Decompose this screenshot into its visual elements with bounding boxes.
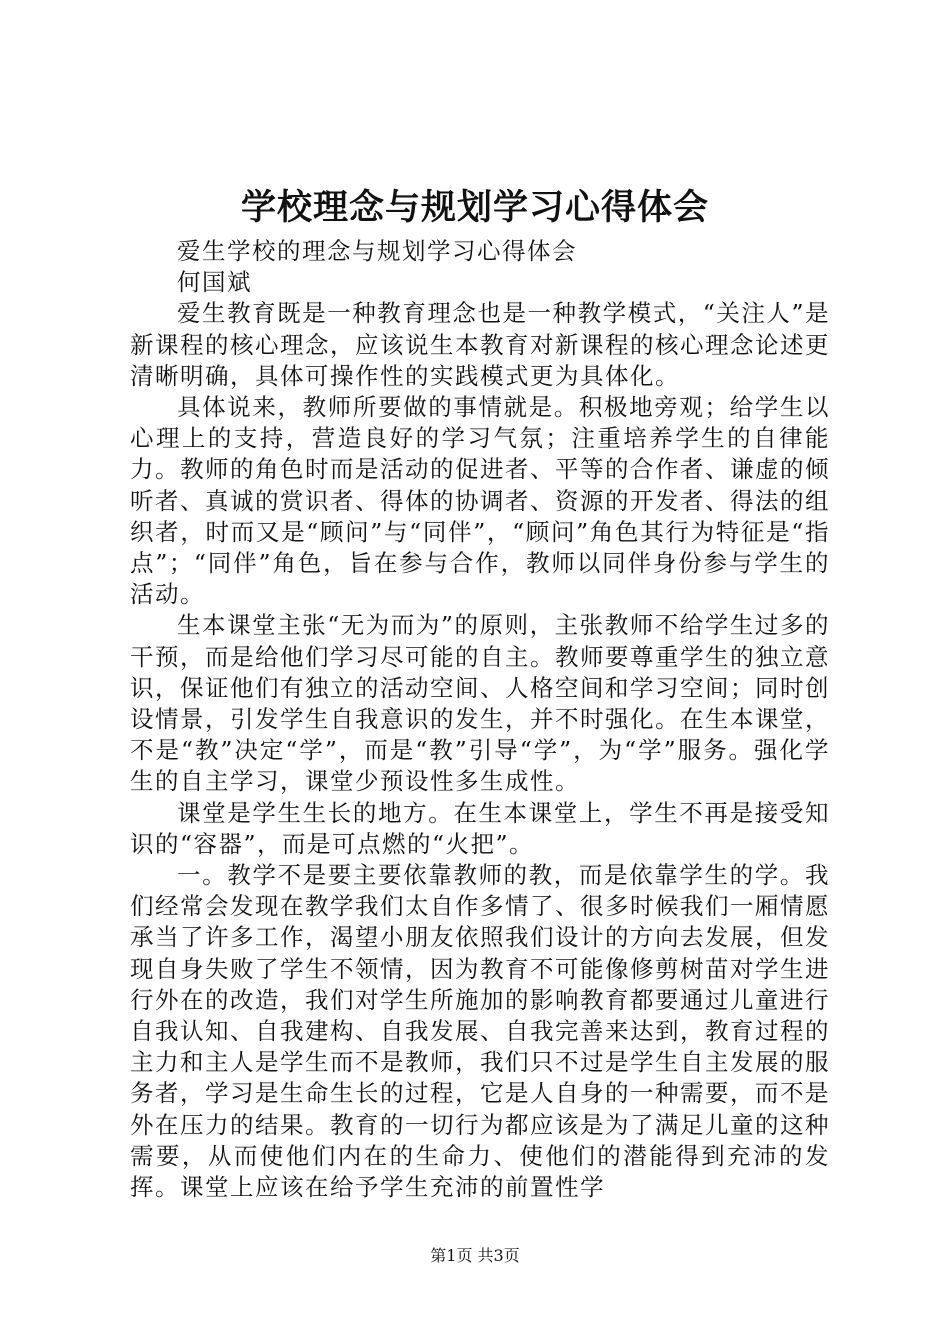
body-paragraph: 具体说来，教师所要做的事情就是。积极地旁观；给学生以心理上的支持，营造良好的学习气氛；注重培养学生的自律能力。教师的角色时而是活动的促进者、平等的合作者、谦虚的倾听者、真诚的赏识者、得体的协调者、资源的开发者、得法的组织者，时而又是“顾问”与“同伴”，“顾问”角色其行为特征是“指点”；“同伴”角色，旨在参与合作，教师以同伴身份参与学生的活动。 [130, 393, 830, 609]
body-paragraph: 一。教学不是要主要依靠教师的教，而是依靠学生的学。我们经常会发现在教学我们太自作多情了、很多时候我们一厢情愿承当了许多工作，渴望小朋友依照我们设计的方向去发展，但发现自身失败了学生不领情，因为教育不可能像修剪树苗对学生进行外在的改造，我们对学生所施加的影响教育都要通过儿童进行自我认知、自我建构、自我发展、自我完善来达到，教育过程的主力和主人是学生而不是教师，我们只不过是学生自主发展的服务者，学习是生命生长的过程，它是人自身的一种需要，而不是外在压力的结果。教育的一切行为都应该是为了满足儿童的这种需要，从而使他们内在的生命力、使他们的潜能得到充沛的发挥。课堂上应该在给予学生充沛的前置性学 [130, 861, 830, 1202]
body-paragraph: 课堂是学生生长的地方。在生本课堂上，学生不再是接受知识的“容器”，而是可点燃的“火把”。 [130, 798, 830, 858]
subtitle-line: 爱生学校的理念与规划学习心得体会 [177, 237, 577, 265]
author-line: 何国斌 [177, 268, 252, 297]
page-footer: 第1页 共3页 [430, 1246, 520, 1265]
document-body [130, 236, 830, 1203]
body-paragraph: 爱生教育既是一种教育理念也是一种教学模式，“关注人”是新课程的核心理念，应该说生本教育对新课程的核心理念论述更清晰明确，具体可操作性的实践模式更为具体化。 [130, 299, 830, 390]
document-title: 学校理念与规划学习心得体会 [240, 187, 709, 228]
body-paragraph: 生本课堂主张“无为而为”的原则，主张教师不给学生过多的干预，而是给他们学习尽可能的自主。教师要尊重学生的独立意识，保证他们有独立的活动空间、人格空间和学习空间；同时创设情景，引发学生自我意识的发生，并不时强化。在生本课堂，不是“教”决定“学”，而是“教”引导“学”，为“学”服务。强化学生的自主学习，课堂少预设性多生成性。 [130, 611, 830, 796]
